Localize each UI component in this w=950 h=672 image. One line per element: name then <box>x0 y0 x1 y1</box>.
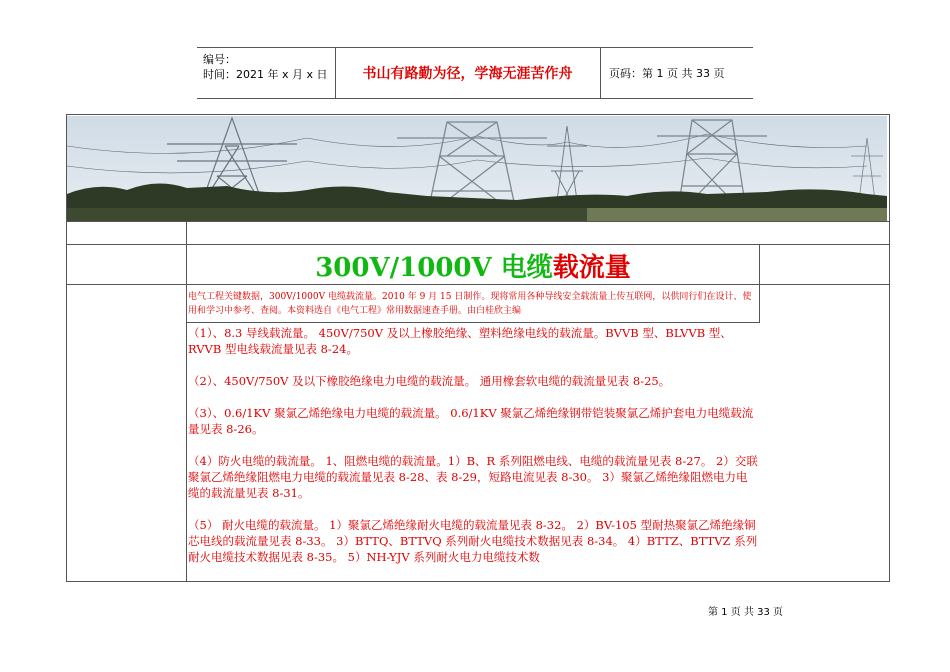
time-label: 时间：2021 年 x 月 x 日 <box>203 68 328 81</box>
page-title <box>187 246 759 284</box>
paragraph-5: （5） 耐火电缆的载流量。 1）聚氯乙烯绝缘耐火电缆的载流量见表 8-32。 2）BV-105 型耐热聚氯乙烯绝缘铜芯电线的载流量见表 8-33。 3）BTTQ、BTTVQ 系列耐火电缆技术数据见表 8-34。 4）BTTZ、BTTVZ 系列耐火电缆技术数据见表 8-35。 5）NH-YJV 系列耐火电力电缆技术数 <box>188 518 758 564</box>
header-info-cell <box>197 48 336 98</box>
power-tower-banner-image <box>67 116 887 221</box>
paragraph-2: （2）、450V/750V 及以下橡胶绝缘电力电缆的载流量。 通用橡套软电缆的载流量见表 8-25。 <box>188 374 671 388</box>
paragraph-4: （4）防火电缆的载流量。 1、阻燃电缆的载流量。1）B、R 系列阻燃电线、电缆的载流量见表 8-27。 2）交联聚氯乙烯绝缘阻燃电力电缆的载流量见表 8-28、表 8-29，短路电流见表 8-30。 3）聚氯乙烯绝缘阻燃电力电缆的载流量见表 8-31。 <box>188 454 758 500</box>
title-voltage: 300V/1000V 电缆 <box>315 252 553 283</box>
body-text <box>188 325 758 565</box>
paragraph-1: （1）、8.3 导线载流量。 450V/750V 及以上橡胶绝缘、塑料绝缘电线的载流量。BVVB 型、BLVVB 型、RVVB 型电线载流量见表 8-24。 <box>188 326 732 356</box>
grid-line <box>67 221 889 222</box>
paragraph-3: （3）、0.6/1KV 聚氯乙烯绝缘电力电缆的载流量。 0.6/1KV 聚氯乙烯绝缘钢带铠装聚氯乙烯护套电力电缆载流量见表 8-26。 <box>188 406 754 436</box>
number-label: 编号： <box>203 53 236 66</box>
grid-line <box>67 244 889 245</box>
grid-line <box>759 244 760 323</box>
document-header <box>197 47 753 99</box>
motto: 书山有路勤为径，学海无涯苦作舟 <box>335 48 601 98</box>
page-code: 页码：第 1 页 共 33 页 <box>609 67 725 80</box>
title-ampacity: 载流量 <box>552 252 631 283</box>
grid-line <box>187 322 759 323</box>
intro-text: 电气工程关键数据，300V/1000V 电缆载流量。2010 年 9 月 15 日制作。现将常用各种导线安全载流量上传互联网，以供同行们在设计、使用和学习中参考、查阅。本资料选自《电气工程》常用数据速查手册。由白桂欣主编 <box>188 292 752 316</box>
page-footer: 第 1 页 共 33 页 <box>708 607 783 618</box>
grid-line <box>67 284 889 285</box>
